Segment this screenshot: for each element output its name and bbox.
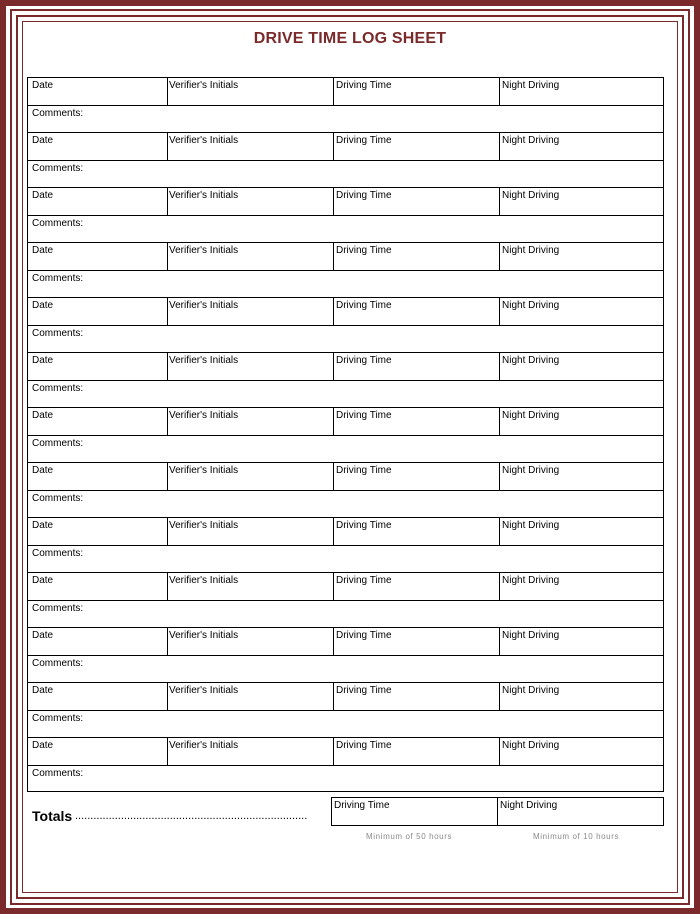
night-driving-label: Night Driving bbox=[502, 630, 560, 641]
log-entry-row bbox=[27, 187, 664, 215]
total-driving-time-label: Driving Time bbox=[334, 800, 390, 811]
night-driving-label: Night Driving bbox=[502, 80, 560, 91]
comments-cell bbox=[28, 271, 328, 297]
driving-time-field[interactable] bbox=[333, 133, 499, 160]
night-driving-label: Night Driving bbox=[502, 575, 560, 586]
log-entry-row bbox=[27, 242, 664, 270]
log-entry-row bbox=[27, 407, 664, 435]
driving-time-field[interactable] bbox=[333, 243, 499, 270]
date-label: Date bbox=[32, 410, 54, 421]
night-driving-label: Night Driving bbox=[502, 520, 560, 531]
verifier-initials-label: Verifier's Initials bbox=[169, 190, 239, 201]
night-driving-label: Night Driving bbox=[502, 740, 560, 751]
driving-time-field[interactable] bbox=[333, 573, 499, 600]
comments-field[interactable] bbox=[27, 600, 664, 627]
night-driving-field[interactable] bbox=[499, 353, 664, 380]
night-driving-field[interactable] bbox=[499, 188, 664, 215]
date-label: Date bbox=[32, 245, 54, 256]
date-field[interactable] bbox=[28, 408, 167, 435]
night-driving-label: Night Driving bbox=[502, 190, 560, 201]
verifier-initials-label: Verifier's Initials bbox=[169, 520, 239, 531]
night-driving-field[interactable] bbox=[499, 243, 664, 270]
verifier-initials-field[interactable] bbox=[167, 353, 333, 380]
driving-time-label: Driving Time bbox=[336, 410, 392, 421]
verifier-initials-field[interactable] bbox=[167, 78, 333, 105]
verifier-initials-field[interactable] bbox=[167, 298, 333, 325]
log-entry-row bbox=[27, 77, 664, 105]
date-label: Date bbox=[32, 135, 54, 146]
driving-time-label: Driving Time bbox=[336, 300, 392, 311]
driving-time-label: Driving Time bbox=[336, 685, 392, 696]
comments-label: Comments: bbox=[32, 328, 84, 339]
log-entry-row bbox=[27, 572, 664, 600]
totals-leader-dots: ............................................................................ bbox=[75, 810, 308, 822]
verifier-initials-field[interactable] bbox=[167, 243, 333, 270]
driving-time-label: Driving Time bbox=[336, 520, 392, 531]
driving-time-field[interactable] bbox=[333, 353, 499, 380]
log-entry-row bbox=[27, 627, 664, 655]
date-field[interactable] bbox=[28, 133, 167, 160]
comments-field[interactable] bbox=[27, 490, 664, 517]
driving-time-label: Driving Time bbox=[336, 465, 392, 476]
verifier-initials-field[interactable] bbox=[167, 628, 333, 655]
comments-label: Comments: bbox=[32, 658, 84, 669]
comments-field[interactable] bbox=[27, 765, 664, 792]
comments-field[interactable] bbox=[27, 545, 664, 572]
total-night-driving-label: Night Driving bbox=[500, 800, 558, 811]
page-title: DRIVE TIME LOG SHEET bbox=[253, 30, 447, 47]
driving-time-field[interactable] bbox=[333, 298, 499, 325]
comments-label: Comments: bbox=[32, 548, 84, 559]
date-field[interactable] bbox=[28, 243, 167, 270]
verifier-initials-label: Verifier's Initials bbox=[169, 740, 239, 751]
comments-field[interactable] bbox=[27, 655, 664, 682]
driving-time-field[interactable] bbox=[333, 78, 499, 105]
date-label: Date bbox=[32, 190, 54, 201]
date-label: Date bbox=[32, 575, 54, 586]
comments-label: Comments: bbox=[32, 438, 84, 449]
comments-cell bbox=[28, 326, 328, 352]
driving-time-field[interactable] bbox=[333, 408, 499, 435]
date-label: Date bbox=[32, 465, 54, 476]
date-label: Date bbox=[32, 80, 54, 91]
night-driving-field[interactable] bbox=[499, 683, 664, 710]
driving-time-label: Driving Time bbox=[336, 630, 392, 641]
night-driving-label: Night Driving bbox=[502, 410, 560, 421]
night-driving-field[interactable] bbox=[499, 628, 664, 655]
date-label: Date bbox=[32, 300, 54, 311]
night-driving-label: Night Driving bbox=[502, 135, 560, 146]
driving-time-field[interactable] bbox=[333, 188, 499, 215]
comments-field[interactable] bbox=[27, 160, 664, 187]
night-driving-label: Night Driving bbox=[502, 300, 560, 311]
comments-cell bbox=[28, 381, 328, 407]
comments-label: Comments: bbox=[32, 218, 84, 229]
driving-time-field[interactable] bbox=[333, 738, 499, 765]
log-entry-row bbox=[27, 462, 664, 490]
verifier-initials-label: Verifier's Initials bbox=[169, 630, 239, 641]
comments-field[interactable] bbox=[27, 380, 664, 407]
comments-label: Comments: bbox=[32, 383, 84, 394]
comments-label: Comments: bbox=[32, 108, 84, 119]
comments-cell bbox=[28, 106, 328, 132]
night-driving-label: Night Driving bbox=[502, 465, 560, 476]
verifier-initials-field[interactable] bbox=[167, 518, 333, 545]
comments-cell bbox=[28, 216, 328, 242]
date-label: Date bbox=[32, 685, 54, 696]
date-label: Date bbox=[32, 355, 54, 366]
comments-cell bbox=[28, 436, 328, 462]
comments-field[interactable] bbox=[27, 435, 664, 462]
comments-label: Comments: bbox=[32, 768, 84, 779]
comments-label: Comments: bbox=[32, 603, 84, 614]
log-entry-row bbox=[27, 737, 664, 765]
total-driving-time-field[interactable] bbox=[331, 797, 498, 826]
total-night-driving-field[interactable] bbox=[497, 797, 664, 826]
driving-time-label: Driving Time bbox=[336, 355, 392, 366]
driving-time-label: Driving Time bbox=[336, 740, 392, 751]
date-field[interactable] bbox=[28, 628, 167, 655]
date-field[interactable] bbox=[28, 573, 167, 600]
date-field[interactable] bbox=[28, 298, 167, 325]
date-field[interactable] bbox=[28, 188, 167, 215]
date-field[interactable] bbox=[28, 683, 167, 710]
totals-row bbox=[27, 797, 664, 827]
night-driving-field[interactable] bbox=[499, 573, 664, 600]
night-driving-field[interactable] bbox=[499, 78, 664, 105]
verifier-initials-field[interactable] bbox=[167, 133, 333, 160]
date-label: Date bbox=[32, 520, 54, 531]
verifier-initials-label: Verifier's Initials bbox=[169, 410, 239, 421]
night-driving-field[interactable] bbox=[499, 463, 664, 490]
verifier-initials-field[interactable] bbox=[167, 683, 333, 710]
night-driving-label: Night Driving bbox=[502, 355, 560, 366]
comments-label: Comments: bbox=[32, 163, 84, 174]
comments-cell bbox=[28, 491, 328, 517]
log-entry-row bbox=[27, 682, 664, 710]
comments-field[interactable] bbox=[27, 215, 664, 242]
driving-time-label: Driving Time bbox=[336, 80, 392, 91]
verifier-initials-label: Verifier's Initials bbox=[169, 135, 239, 146]
driving-time-label: Driving Time bbox=[336, 135, 392, 146]
log-entry-row bbox=[27, 517, 664, 545]
date-field[interactable] bbox=[28, 738, 167, 765]
comments-cell bbox=[28, 161, 328, 187]
date-field[interactable] bbox=[28, 78, 167, 105]
date-label: Date bbox=[32, 630, 54, 641]
night-driving-field[interactable] bbox=[499, 518, 664, 545]
verifier-initials-label: Verifier's Initials bbox=[169, 685, 239, 696]
verifier-initials-label: Verifier's Initials bbox=[169, 575, 239, 586]
comments-field[interactable] bbox=[27, 105, 664, 132]
log-entry-row bbox=[27, 132, 664, 160]
night-driving-field[interactable] bbox=[499, 408, 664, 435]
driving-time-field[interactable] bbox=[333, 628, 499, 655]
verifier-initials-label: Verifier's Initials bbox=[169, 80, 239, 91]
verifier-initials-field[interactable] bbox=[167, 408, 333, 435]
driving-time-field[interactable] bbox=[333, 683, 499, 710]
comments-field[interactable] bbox=[27, 710, 664, 737]
driving-time-label: Driving Time bbox=[336, 190, 392, 201]
log-entry-row bbox=[27, 352, 664, 380]
night-driving-label: Night Driving bbox=[502, 245, 560, 256]
verifier-initials-label: Verifier's Initials bbox=[169, 355, 239, 366]
totals-label: Totals bbox=[32, 808, 73, 824]
verifier-initials-field[interactable] bbox=[167, 573, 333, 600]
night-driving-field[interactable] bbox=[499, 133, 664, 160]
comments-cell bbox=[28, 766, 328, 791]
comments-field[interactable] bbox=[27, 325, 664, 352]
log-table bbox=[27, 77, 664, 792]
comments-label: Comments: bbox=[32, 493, 84, 504]
date-field[interactable] bbox=[28, 518, 167, 545]
log-entry-row bbox=[27, 297, 664, 325]
verifier-initials-label: Verifier's Initials bbox=[169, 465, 239, 476]
comments-label: Comments: bbox=[32, 713, 84, 724]
comments-label: Comments: bbox=[32, 273, 84, 284]
comments-cell bbox=[28, 656, 328, 682]
driving-time-label: Driving Time bbox=[336, 245, 392, 256]
driving-time-label: Driving Time bbox=[336, 575, 392, 586]
date-label: Date bbox=[32, 740, 54, 751]
date-field[interactable] bbox=[28, 353, 167, 380]
comments-cell bbox=[28, 546, 328, 572]
comments-cell bbox=[28, 601, 328, 627]
driving-time-field[interactable] bbox=[333, 463, 499, 490]
verifier-initials-field[interactable] bbox=[167, 463, 333, 490]
night-minimum-note: Minimum of 10 hours bbox=[533, 832, 620, 841]
night-driving-field[interactable] bbox=[499, 298, 664, 325]
night-driving-label: Night Driving bbox=[502, 685, 560, 696]
verifier-initials-label: Verifier's Initials bbox=[169, 300, 239, 311]
driving-minimum-note: Minimum of 50 hours bbox=[366, 832, 453, 841]
verifier-initials-field[interactable] bbox=[167, 738, 333, 765]
driving-time-field[interactable] bbox=[333, 518, 499, 545]
verifier-initials-field[interactable] bbox=[167, 188, 333, 215]
date-field[interactable] bbox=[28, 463, 167, 490]
night-driving-field[interactable] bbox=[499, 738, 664, 765]
comments-cell bbox=[28, 711, 328, 737]
verifier-initials-label: Verifier's Initials bbox=[169, 245, 239, 256]
comments-field[interactable] bbox=[27, 270, 664, 297]
